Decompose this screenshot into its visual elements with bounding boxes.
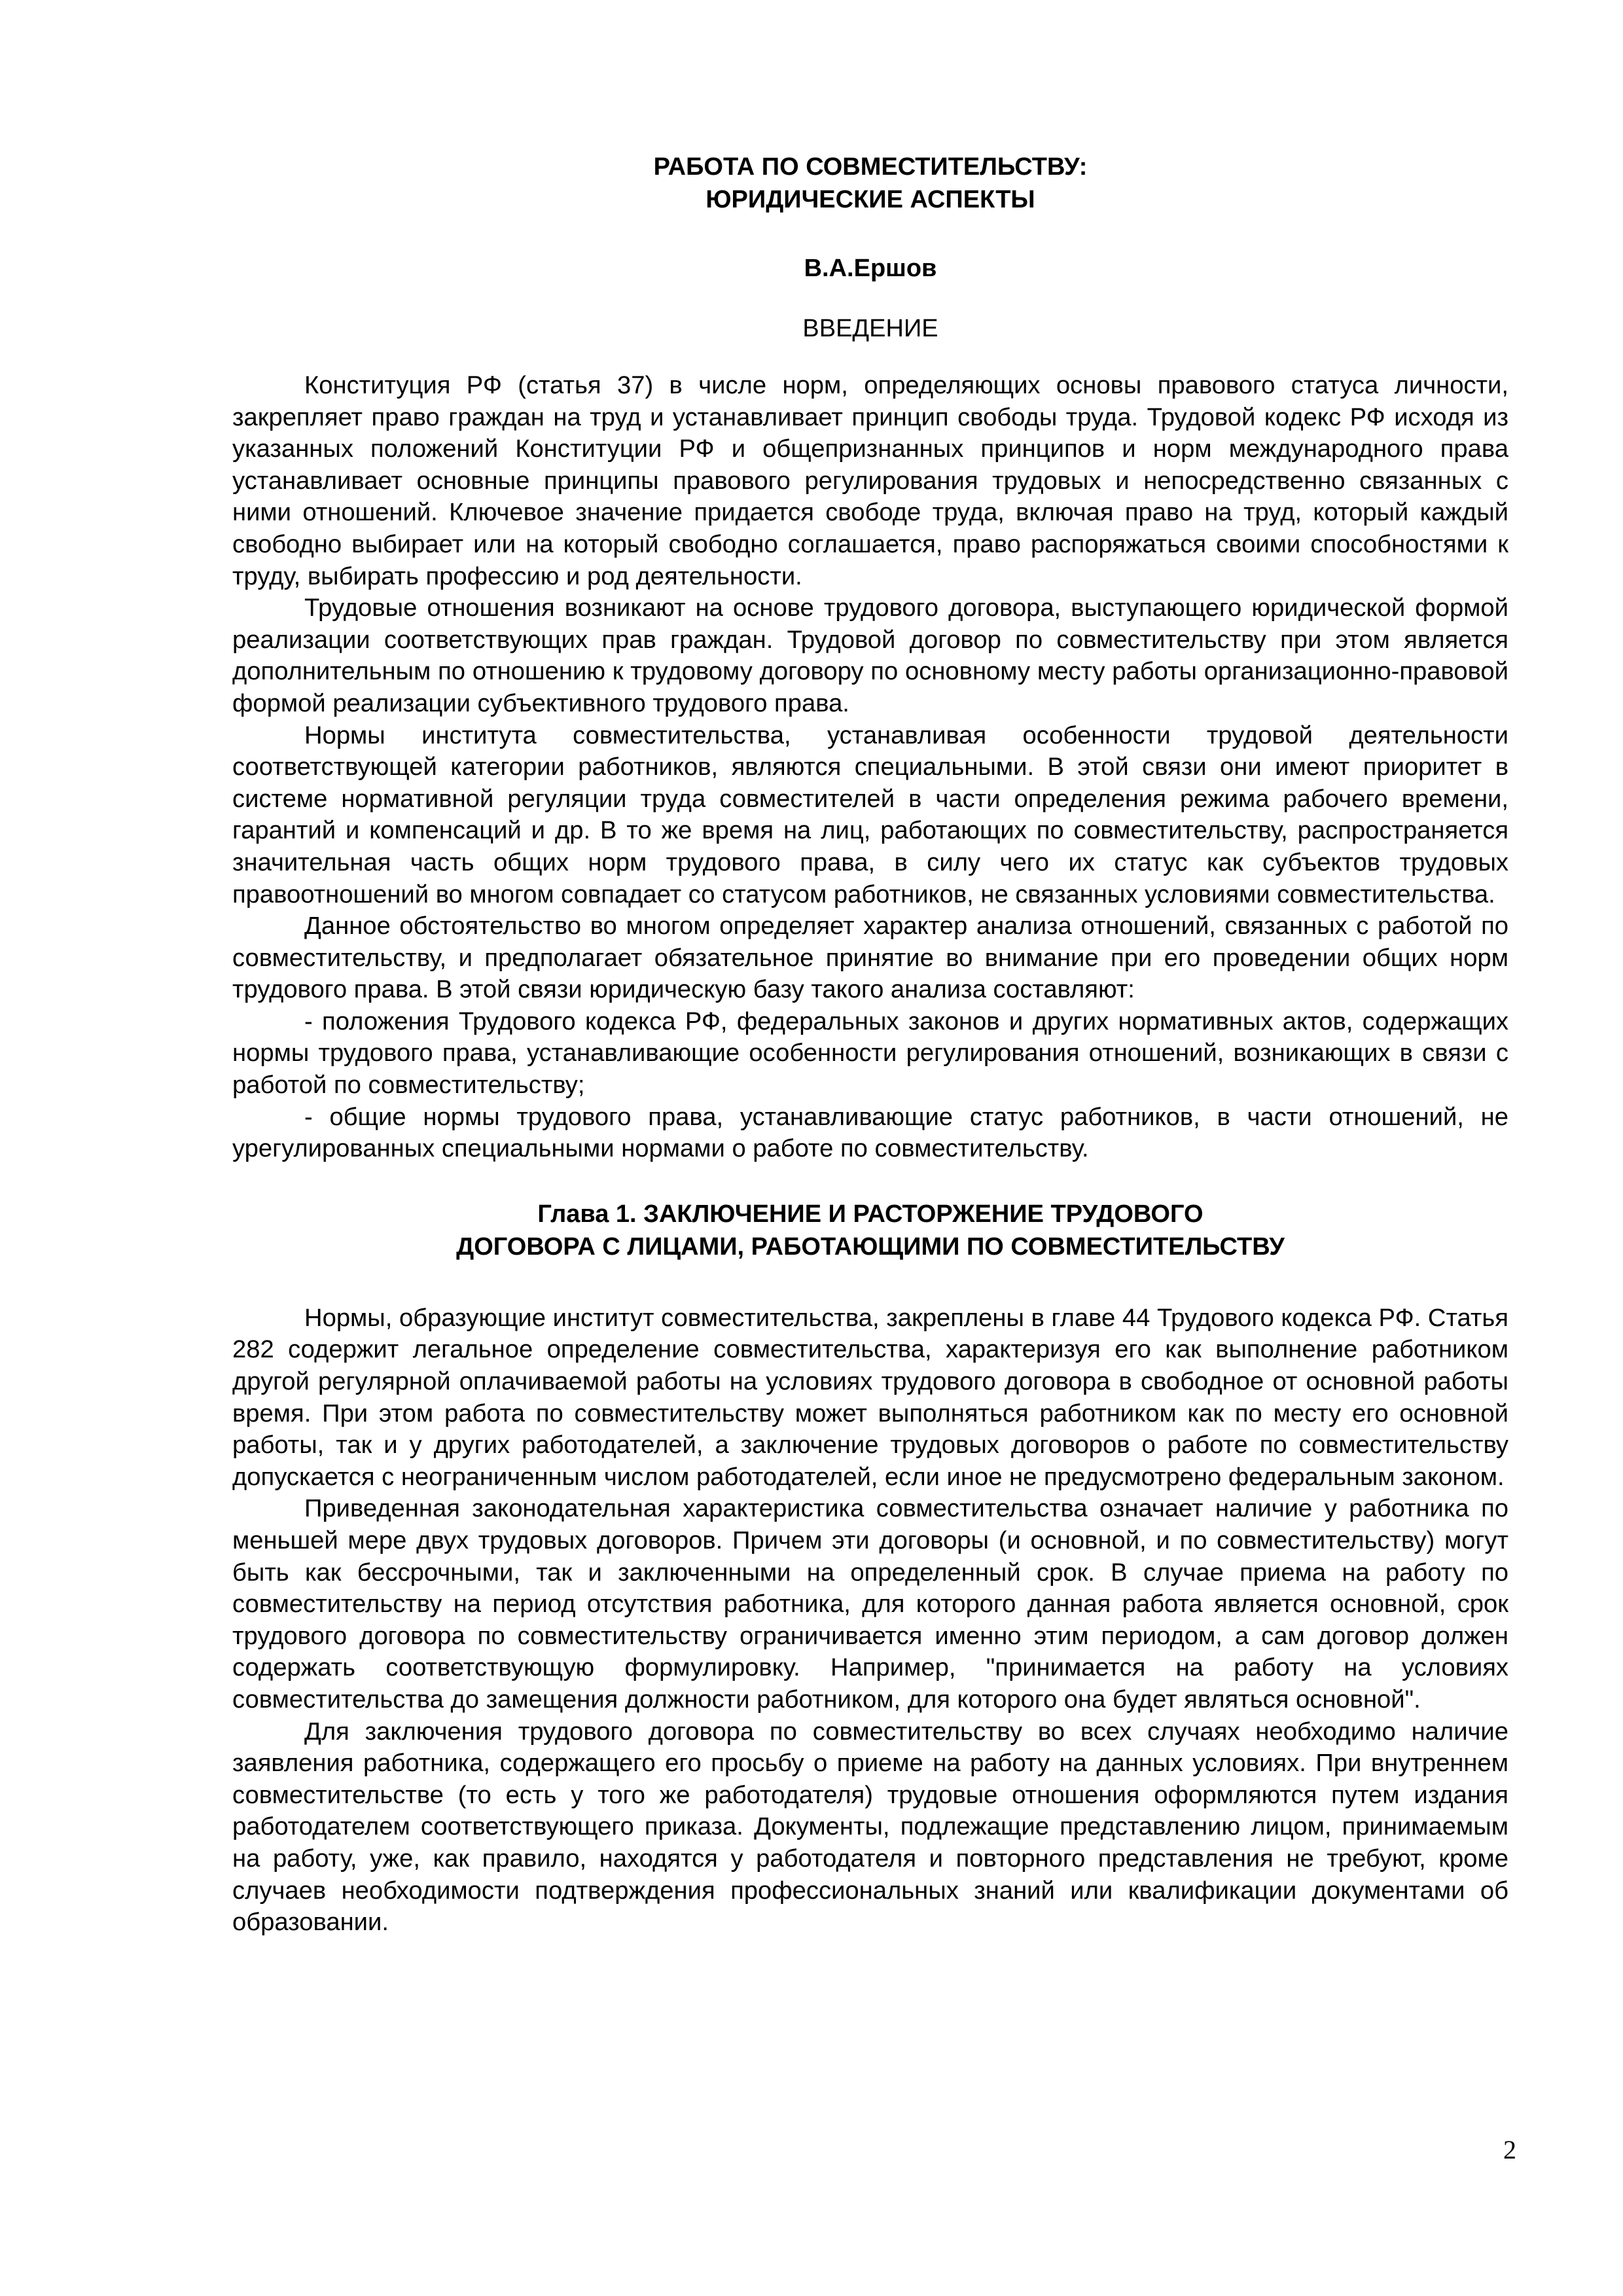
chapter-heading (232, 1198, 1508, 1263)
chapter-paragraph-3: Для заключения трудового договора по совместительству во всех случаях необходимо наличие заявления работника, содержащего его просьбу о приеме на работу на данных условиях. При внутреннем совместительстве (то есть у того же работодателя) трудовые отношения оформляются путем издания работодателем соответствующего приказа. Документы, подлежащие представлению лицом, принимаемым на работу, уже, как правило, находятся у работодателя и повторного представления не требуют, кроме случаев необходимости подтверждения профессиональных знаний или квалификации документами об образовании. (232, 1717, 1508, 1937)
intro-list-item-2: - общие нормы трудового права, устанавливающие статус работников, в части отношений, не урегулированных специальными нормами о работе по совместительству. (232, 1102, 1508, 1163)
document-page (232, 151, 1508, 1939)
chapter-paragraph-2: Приведенная законодательная характеристика совместительства означает наличие у работника по меньшей мере двух трудовых договоров. Причем эти договоры (и основной, и по совместительству) могут быть как бессрочными, так и заключенными на определенный срок. В случае приема на работу по совместительству на период отсутствия работника, для которого данная работа является основной, срок трудового договора по совместительству ограничивается именно этим периодом, а сам договор должен содержать соответствующую формулировку. Например, "принимается на работу на условиях совместительства до замещения должности работником, для которого она будет являться основной". (232, 1494, 1508, 1713)
chapter-section (232, 1302, 1508, 1939)
chapter-heading-line-1: Глава 1. ЗАКЛЮЧЕНИЕ И РАСТОРЖЕНИЕ ТРУДОВОГО (537, 1200, 1204, 1228)
intro-heading: ВВЕДЕНИЕ (802, 315, 938, 342)
intro-paragraph-1: Конституция РФ (статья 37) в числе норм, определяющих основы правового статуса личности, закрепляет право граждан на труд и устанавливает принцип свободы труда. Трудовой кодекс РФ исходя из указанных положений Конституции РФ и общепризнанных принципов и норм международного права устанавливает основные принципы правового регулирования трудовых и непосредственно связанных с ними отношений. Ключевое значение придается свободе труда, включая право на труд, который каждый свободно выбирает или на который свободно соглашается, право распоряжаться своими способностями к труду, выбирать профессию и род деятельности. (232, 371, 1508, 590)
page-number: 2 (1503, 2135, 1516, 2164)
intro-list-item-1: - положения Трудового кодекса РФ, федеральных законов и других нормативных актов, содержащих нормы трудового права, устанавливающие особенности регулирования отношений, возникающих в связи с работой по совместительству; (232, 1007, 1508, 1100)
author-name: В.А.Ершов (804, 255, 937, 282)
document-title (232, 151, 1508, 216)
intro-paragraph-3: Нормы института совместительства, устанавливая особенности трудовой деятельности соответствующей категории работников, являются специальными. В этой связи они имеют приоритет в системе нормативной регуляции труда совместителей в части определения режима рабочего времени, гарантий и компенсаций и др. В то же время на лиц, работающих по совместительству, распространяется значительная часть общих норм трудового права, в силу чего их статус как субъектов трудовых правоотношений во многом совпадает со статусом работников, не связанных условиями совместительства. (232, 721, 1508, 908)
chapter-heading-line-2: ДОГОВОРА С ЛИЦАМИ, РАБОТАЮЩИМИ ПО СОВМЕСТИТЕЛЬСТВУ (456, 1232, 1285, 1261)
intro-paragraph-4: Данное обстоятельство во многом определяет характер анализа отношений, связанных с работой по совместительству, и предполагает обязательное принятие во внимание при его проведении общих норм трудового права. В этой связи юридическую базу такого анализа составляют: (232, 912, 1508, 1004)
intro-section (232, 370, 1508, 1165)
intro-paragraph-2: Трудовые отношения возникают на основе трудового договора, выступающего юридической формой реализации соответствующих прав граждан. Трудовой договор по совместительству при этом является дополнительным по отношению к трудовому договору по основному месту работы организационно-правовой формой реализации субъективного трудового права. (232, 594, 1508, 717)
chapter-paragraph-1: Нормы, образующие институт совместительства, закреплены в главе 44 Трудового кодекса РФ. Статья 282 содержит легальное определение совместительства, характеризуя его как выполнение работником другой регулярной оплачиваемой работы на условиях трудового договора в свободное от основной работы время. При этом работа по совместительству может выполняться работником как по месту его основной работы, так и у других работодателей, а заключение трудовых договоров о работе по совместительству допускается с неограниченным числом работодателей, если иное не предусмотрено федеральным законом. (232, 1303, 1508, 1491)
title-line-1: РАБОТА ПО СОВМЕСТИТЕЛЬСТВУ: (653, 153, 1088, 181)
title-line-2: ЮРИДИЧЕСКИЕ АСПЕКТЫ (705, 186, 1035, 213)
